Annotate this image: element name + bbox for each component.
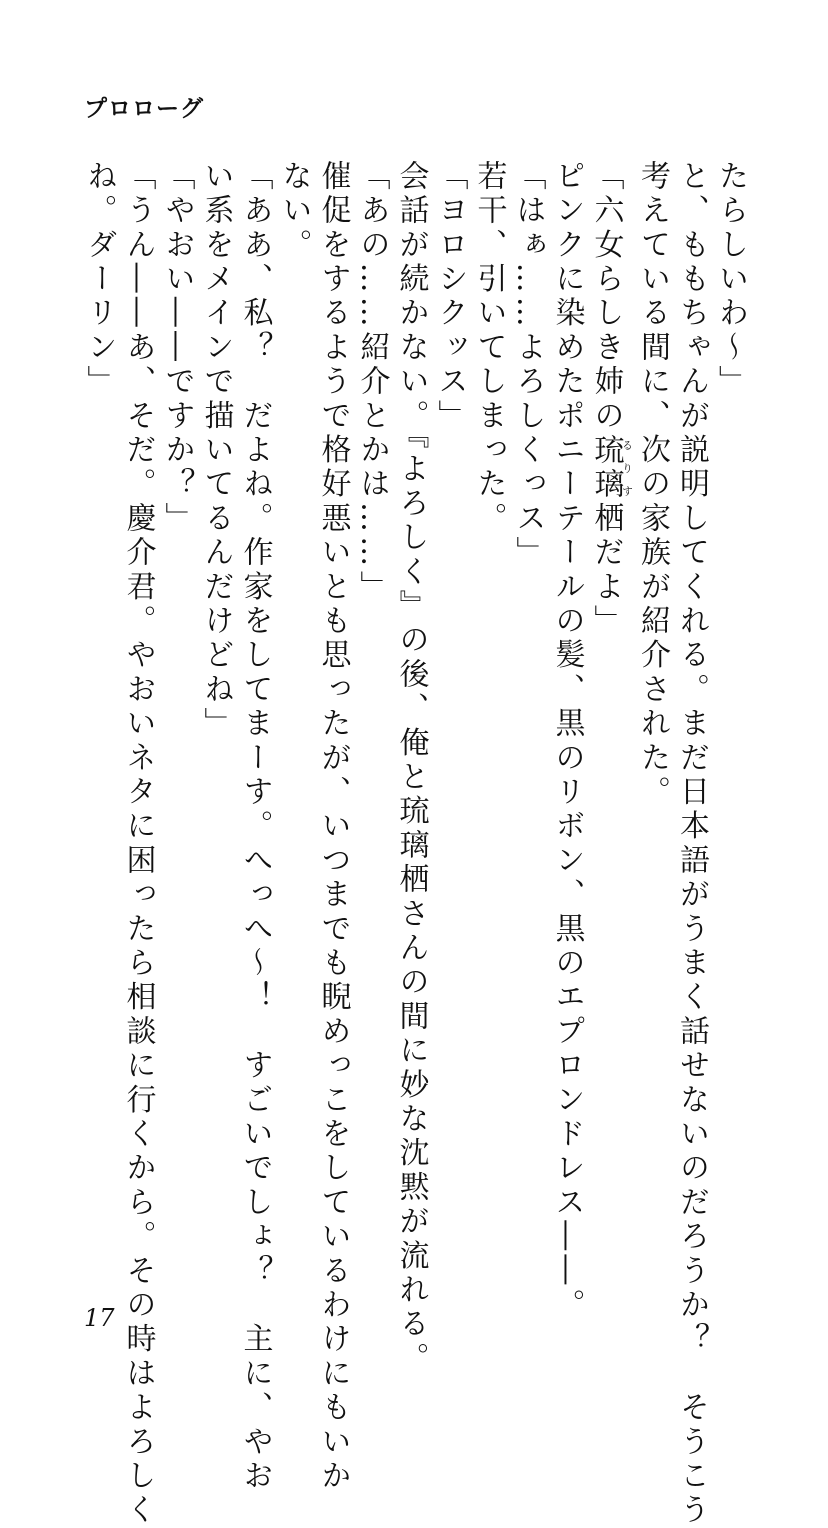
text-line: 「うん――あ、そだ。慶介君。やおいネタに困ったら相談に行くから。その時はよろしく bbox=[120, 160, 156, 1528]
text-line: 若干、引いてしまった。 bbox=[471, 160, 507, 537]
text-line: 「はぁ……よろしくっス」 bbox=[510, 160, 546, 571]
text-line-with-ruby bbox=[587, 160, 634, 1250]
ruby-reading: るりす bbox=[620, 433, 634, 502]
text-line: 「あの……紹介とかは……」 bbox=[354, 160, 390, 605]
text-line: と、ももちゃんが説明してくれる。まだ日本語がうまく話せないのだろうか？ そうこう bbox=[674, 160, 709, 1528]
text-line: ない。 bbox=[276, 160, 312, 263]
text-line: ピンクに染めたポニーテールの髪、黒のリボン、黒のエプロンドレス――。 bbox=[549, 160, 585, 1323]
text-line: ね。ダーリン」 bbox=[81, 160, 117, 400]
ruby-annotation bbox=[588, 433, 634, 503]
text-line: 「やおい――ですか？」 bbox=[159, 160, 195, 537]
page-number: 17 bbox=[84, 1304, 115, 1332]
text-line: 「ああ、私？ だよね。作家をしてまーす。へっへ〜！ すごいでしょ？ 主に、やお bbox=[237, 160, 273, 1494]
chapter-title: プロローグ bbox=[84, 96, 204, 122]
text-line: 「ヨロシクッス」 bbox=[432, 160, 468, 434]
text-line: たらしいわ〜」 bbox=[713, 160, 748, 400]
text-line: 考えている間に、次の家族が紹介された。 bbox=[635, 160, 670, 810]
text-segment: 栖だよ」 bbox=[588, 502, 624, 639]
text-line: い系をメインで描いてるんだけどね」 bbox=[198, 160, 234, 742]
text-line: 催促をするようで格好悪いとも思ったが、いつまでも睨めっこをしているわけにもいか bbox=[315, 160, 351, 1494]
text-segment: 「六女らしき姉の bbox=[588, 160, 624, 434]
text-line: 会話が続かない。『よろしく』の後、俺と琉璃栖さんの間に妙な沈黙が流れる。 bbox=[393, 160, 429, 1377]
ruby-base: 琉璃 bbox=[588, 433, 624, 503]
